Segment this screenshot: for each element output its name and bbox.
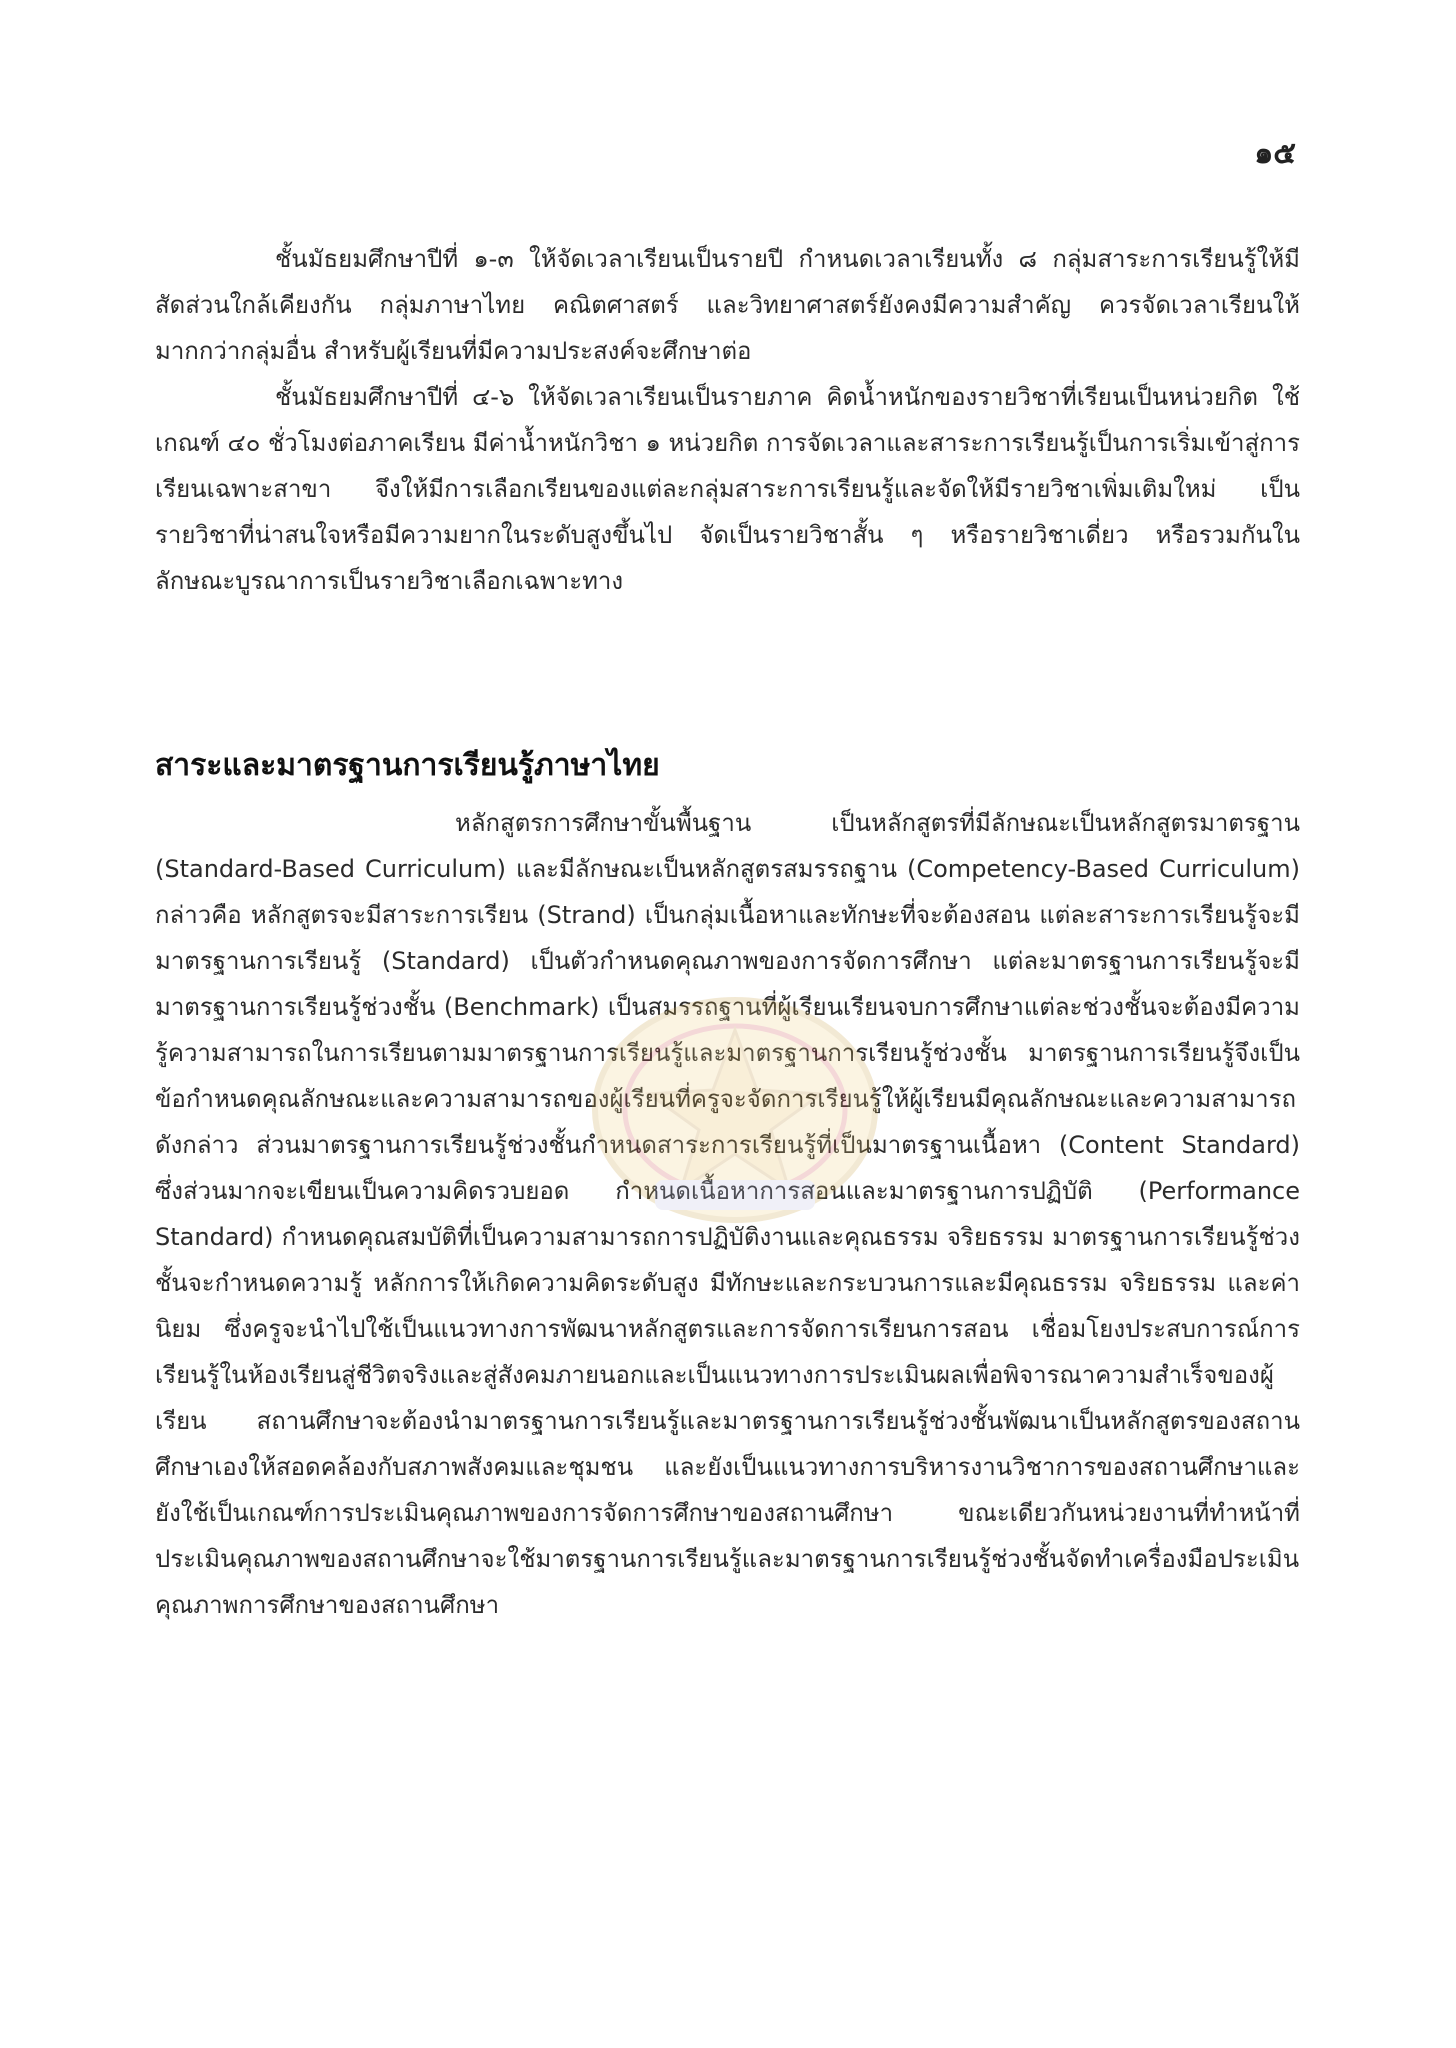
thai-standards-section <box>155 740 1300 1628</box>
paragraph-lower-secondary: ชั้นมัธยมศึกษาปีที่ ๑-๓ ให้จัดเวลาเรียนเป็นรายปี กำหนดเวลาเรียนทั้ง ๘ กลุ่มสาระการเรียนรู้ให้มีสัดส่วนใกล้เคียงกัน กลุ่มภาษาไทย คณิตศาสตร์ และวิทยาศาสตร์ยังคงมีความสำคัญ ควรจัดเวลาเรียนให้มากกว่ากลุ่มอื่น สำหรับผู้เรียนที่มีความประสงค์จะศึกษาต่อ <box>155 245 1300 365</box>
page-number: ๑๕ <box>1254 136 1296 171</box>
body-text-top <box>155 236 1300 604</box>
paragraph-standards: หลักสูตรการศึกษาขั้นพื้นฐาน เป็นหลักสูตรที่มีลักษณะเป็นหลักสูตรมาตรฐาน (Standard-Based Curriculum) และมีลักษณะเป็นหลักสูตรสมรรถฐาน (Competency-Based Curriculum) กล่าวคือ หลักสูตรจะมีสาระการเรียน (Strand) เป็นกลุ่มเนื้อหาและทักษะที่จะต้องสอน แต่ละสาระการเรียนรู้จะมีมาตรฐานการเรียนรู้ (Standard) เป็นตัวกำหนดคุณภาพของการจัดการศึกษา แต่ละมาตรฐานการเรียนรู้จะมีมาตรฐานการเรียนรู้ช่วงชั้น (Benchmark) เป็นสมรรถฐานที่ผู้เรียนเรียนจบการศึกษาแต่ละช่วงชั้นจะต้องมีความรู้ความสามารถในการเรียนตามมาตรฐานการเรียนรู้และมาตรฐานการเรียนรู้ช่วงชั้น มาตรฐานการเรียนรู้จึงเป็นข้อกำหนดคุณลักษณะและความสามารถของผู้เรียนที่ครูจะจัดการเรียนรู้ให้ผู้เรียนมีคุณลักษณะและความสามารถดังกล่าว ส่วนมาตรฐานการเรียนรู้ช่วงชั้นกำหนดสาระการเรียนรู้ที่เป็นมาตรฐานเนื้อหา (Content Standard) ซึ่งส่วนมากจะเขียนเป็นความคิดรวบยอด กำหนดเนื้อหาการสอนและมาตรฐานการปฏิบัติ (Performance Standard) กำหนดคุณสมบัติที่เป็นความสามารถการปฏิบัติงานและคุณธรรม จริยธรรม มาตรฐานการเรียนรู้ช่วงชั้นจะกำหนดความรู้ หลักการให้เกิดความคิดระดับสูง มีทักษะและกระบวนการและมีคุณธรรม จริยธรรม และค่านิยม ซึ่งครูจะนำไปใช้เป็นแนวทางการพัฒนาหลักสูตรและการจัดการเรียนการสอน เชื่อมโยงประสบการณ์การเรียนรู้ในห้องเรียนสู่ชีวิตจริงและสู่สังคมภายนอกและเป็นแนวทางการประเมินผลเพื่อพิจารณาความสำเร็จของผู้เรียน สถานศึกษาจะต้องนำมาตรฐานการเรียนรู้และมาตรฐานการเรียนรู้ช่วงชั้นพัฒนาเป็นหลักสูตรของสถานศึกษาเองให้สอดคล้องกับสภาพสังคมและชุมชน และยังเป็นแนวทางการบริหารงานวิชาการของสถานศึกษาและยังใช้เป็นเกณฑ์การประเมินคุณภาพของการจัดการศึกษาของสถานศึกษา ขณะเดียวกันหน่วยงานที่ทำหน้าที่ประเมินคุณภาพของสถานศึกษาจะใช้มาตรฐานการเรียนรู้และมาตรฐานการเรียนรู้ช่วงชั้นจัดทำเครื่องมือประเมินคุณภาพการศึกษาของสถานศึกษา <box>155 809 1300 1619</box>
paragraph-upper-secondary: ชั้นมัธยมศึกษาปีที่ ๔-๖ ให้จัดเวลาเรียนเป็นรายภาค คิดน้ำหนักของรายวิชาที่เรียนเป็นหน่วยกิต ใช้เกณฑ์ ๔๐ ชั่วโมงต่อภาคเรียน มีค่าน้ำหนักวิชา ๑ หน่วยกิต การจัดเวลาและสาระการเรียนรู้เป็นการเริ่มเข้าสู่การเรียนเฉพาะสาขา จึงให้มีการเลือกเรียนของแต่ละกลุ่มสาระการเรียนรู้และจัดให้มีรายวิชาเพิ่มเติมใหม่ เป็นรายวิชาที่น่าสนใจหรือมีความยากในระดับสูงขึ้นไป จัดเป็นรายวิชาสั้น ๆ หรือรายวิชาเดี่ยว หรือรวมกันในลักษณะบูรณาการเป็นรายวิชาเลือกเฉพาะทาง <box>155 383 1300 595</box>
section-heading: สาระและมาตรฐานการเรียนรู้ภาษาไทย <box>155 748 660 783</box>
